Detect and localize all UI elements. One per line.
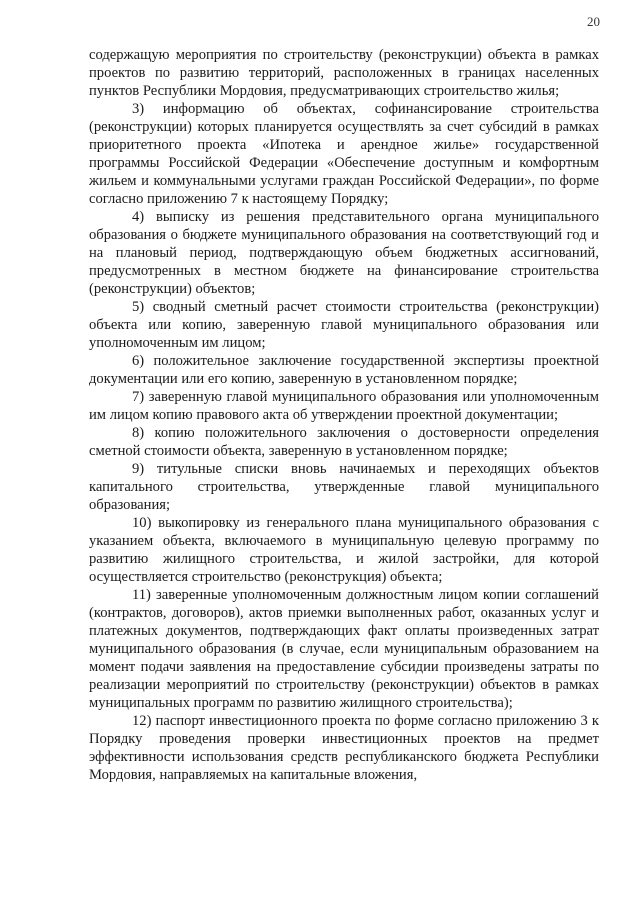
paragraph-item-12: 12) паспорт инвестиционного проекта по форме согласно приложению 3 к Порядку проведения проверки инвестиционных проектов на предмет эффективности использования средств республиканского бюджета Республики Мордовия, направляемых на капитальные вложения, [89, 713, 599, 783]
paragraph-item-5: 5) сводный сметный расчет стоимости строительства (реконструкции) объекта или копию, заверенную главой муниципального образования или уполномоченным им лицом; [89, 299, 599, 351]
paragraph-item-9: 9) титульные списки вновь начинаемых и переходящих объектов капитального строительства, утвержденные главой муниципального образования; [89, 461, 599, 513]
paragraph-item-6: 6) положительное заключение государственной экспертизы проектной документации или его копию, заверенную в установленном порядке; [89, 353, 599, 387]
page-number: 20 [587, 14, 600, 29]
paragraph-item-10: 10) выкопировку из генерального плана муниципального образования с указанием объекта, включаемого в муниципальную целевую программу по развитию жилищного строительства, и жилой застройки, для которой осуществляется строительство (реконструкция) объекта; [89, 515, 599, 585]
paragraph-item-3: 3) информацию об объектах, софинансирование строительства (реконструкции) которых планируется осуществлять за счет субсидий в рамках приоритетного проекта «Ипотека и арендное жилье» государственной программы Российской Федерации «Обеспечение доступным и комфортным жильем и коммунальными услугами граждан Российской Федерации», по форме согласно приложению 7 к настоящему Порядку; [89, 101, 599, 207]
paragraph-continuation: содержащую мероприятия по строительству (реконструкции) объекта в рамках проектов по развитию территорий, расположенных в границах населенных пунктов Республики Мордовия, предусматривающих строительство жилья; [89, 47, 599, 99]
paragraph-item-8: 8) копию положительного заключения о достоверности определения сметной стоимости объекта, заверенную в установленном порядке; [89, 425, 599, 459]
paragraph-item-7: 7) заверенную главой муниципального образования или уполномоченным им лицом копию правового акта об утверждении проектной документации; [89, 389, 599, 423]
paragraph-item-4: 4) выписку из решения представительного органа муниципального образования о бюджете муниципального образования на соответствующий год и на плановый период, подтверждающую объем бюджетных ассигнований, предусмотренных в местном бюджете на финансирование строительства (реконструкции) объектов; [89, 209, 599, 297]
document-body [89, 46, 599, 784]
paragraph-item-11: 11) заверенные уполномоченным должностным лицом копии соглашений (контрактов, договоров), актов приемки выполненных работ, оказанных услуг и платежных документов, подтверждающих факт оплаты произведенных затрат муниципального образования (в случае, если муниципальным образованием на момент подачи заявления на предоставление субсидии произведены затраты по реализации мероприятий по строительству (реконструкции) объектов в рамках муниципальных программ по развитию жилищного строительства); [89, 587, 599, 711]
